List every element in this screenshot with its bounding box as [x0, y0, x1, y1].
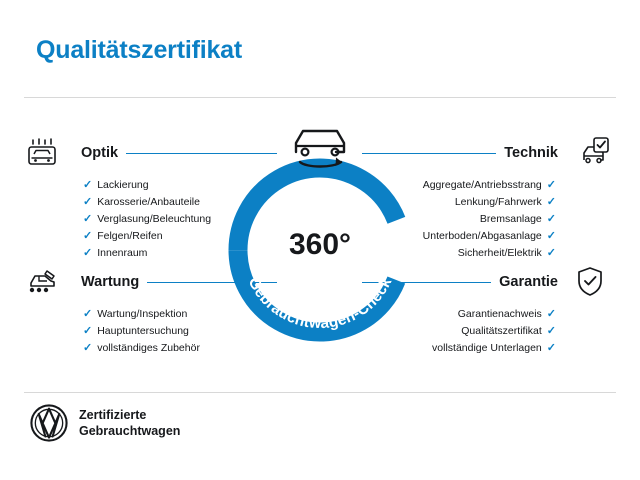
- check-icon: ✓: [546, 212, 556, 225]
- check-icon: ✓: [546, 341, 556, 354]
- list-item-label: Verglasung/Beleuchtung: [97, 213, 212, 225]
- car-checklist-icon: [568, 136, 612, 170]
- section-title-wartung: Wartung: [81, 274, 140, 290]
- list-item: [432, 342, 556, 354]
- list-item-label: Unterboden/Abgasanlage: [422, 230, 542, 242]
- list-item: [458, 247, 556, 259]
- list-item-label: Lenkung/Fahrwerk: [454, 196, 542, 208]
- list-item: [461, 325, 556, 337]
- section-title-technik: Technik: [504, 145, 558, 161]
- list-item-label: Sicherheit/Elektrik: [457, 247, 542, 259]
- footer-line-1: Zertifizierte: [79, 408, 147, 422]
- list-item-label: Wartung/Inspektion: [97, 308, 188, 320]
- check-icon: ✓: [83, 195, 93, 208]
- check-icon: ✓: [546, 178, 556, 191]
- page-title: Qualitätszertifikat: [36, 36, 242, 64]
- check-icon: ✓: [83, 246, 93, 259]
- list-item: [423, 179, 556, 191]
- gebrauchtwagen-check-badge: [220, 150, 420, 350]
- list-item-label: Qualitätszertifikat: [461, 325, 542, 337]
- list-item-label: Bremsanlage: [479, 213, 542, 225]
- badge-center-label: 360°: [288, 228, 352, 261]
- check-icon: ✓: [83, 324, 93, 337]
- section-title-optik: Optik: [81, 145, 119, 161]
- check-icon: ✓: [546, 324, 556, 337]
- car-360-icon: [286, 122, 354, 176]
- list-item-label: vollständiges Zubehör: [97, 342, 200, 354]
- check-icon: ✓: [83, 212, 93, 225]
- footer-divider: [24, 392, 616, 393]
- check-icon: ✓: [546, 229, 556, 242]
- list-item-label: Garantienachweis: [457, 308, 542, 320]
- check-icon: ✓: [83, 178, 93, 191]
- footer-line-2: Gebrauchtwagen: [79, 424, 181, 438]
- check-icon: ✓: [83, 229, 93, 242]
- footer-text: [79, 407, 180, 439]
- list-item: [455, 196, 556, 208]
- list-item-label: Aggregate/Antriebsstrang: [422, 179, 542, 191]
- list-item: [480, 213, 556, 225]
- volkswagen-logo: [30, 404, 68, 442]
- list-item-label: Felgen/Reifen: [97, 230, 163, 242]
- check-icon: ✓: [83, 341, 93, 354]
- list-item-label: vollständige Unterlagen: [432, 342, 542, 354]
- list-item: [423, 230, 556, 242]
- header-divider: [24, 97, 616, 98]
- list-item: [458, 308, 556, 320]
- list-item-label: Hauptuntersuchung: [97, 325, 189, 337]
- badge-ring-label: Gebrauchtwagen-Check: [244, 274, 396, 333]
- footer-branding: [30, 404, 180, 442]
- list-item-label: Lackierung: [97, 179, 149, 191]
- check-icon: ✓: [546, 246, 556, 259]
- check-icon: ✓: [83, 307, 93, 320]
- shield-check-icon: [568, 265, 612, 299]
- list-item-label: Karosserie/Anbauteile: [97, 196, 200, 208]
- wrench-car-icon: [27, 265, 71, 299]
- check-icon: ✓: [546, 307, 556, 320]
- car-wash-icon: [27, 136, 71, 170]
- list-item-label: Innenraum: [97, 247, 148, 259]
- section-title-garantie: Garantie: [499, 274, 558, 290]
- check-icon: ✓: [546, 195, 556, 208]
